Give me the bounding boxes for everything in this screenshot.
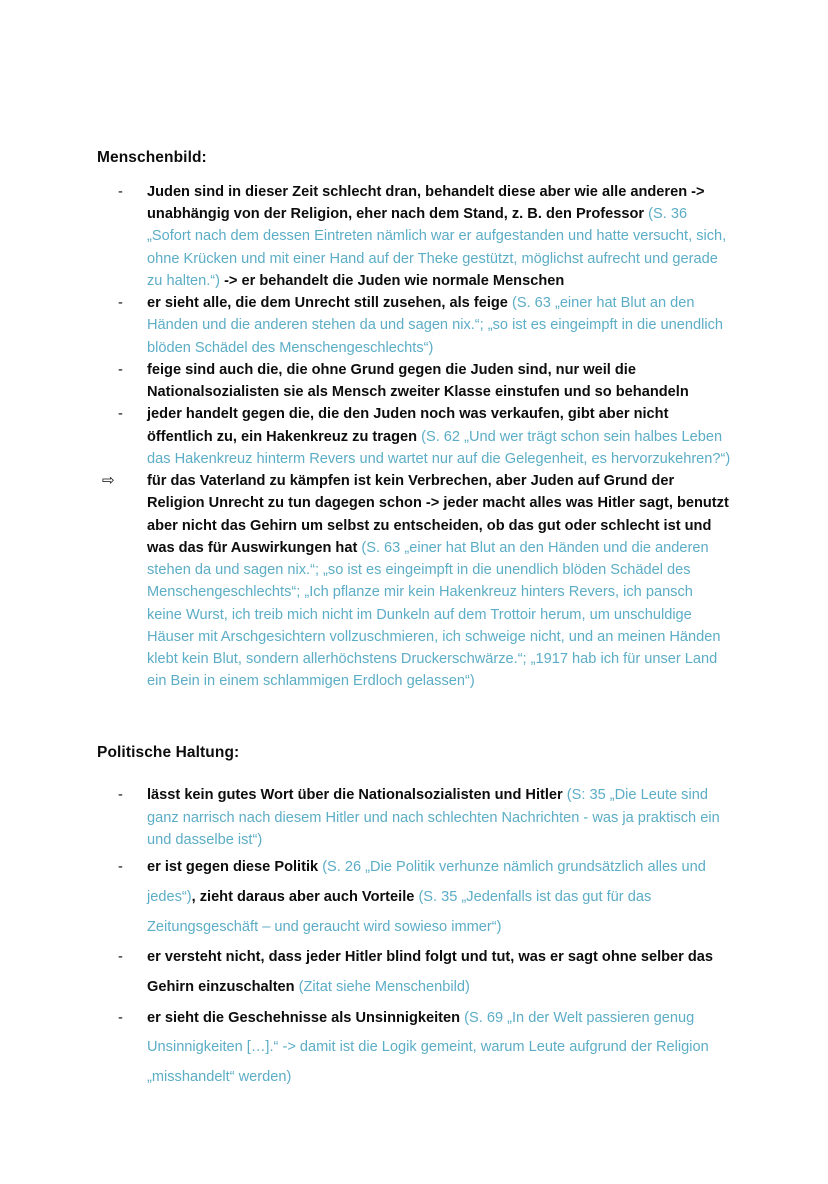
list-item bbox=[97, 943, 731, 1002]
bullet-marker-dash: - bbox=[118, 787, 123, 804]
bullet-marker-dash: - bbox=[118, 295, 123, 312]
list-item bbox=[97, 853, 731, 942]
list-item bbox=[97, 181, 731, 292]
list-item bbox=[97, 359, 731, 404]
list-item bbox=[97, 292, 731, 359]
quotation-text: (S. 35 „Jedenfalls ist das gut für das Zeitungsgeschäft – und geraucht wird sowieso immer“) bbox=[147, 889, 652, 935]
list-item bbox=[97, 784, 731, 851]
statement-text: er versteht nicht, dass jeder Hitler blind folgt und tut, was er sagt ohne selber das Gehirn einzuschalten bbox=[147, 949, 714, 995]
statement-text: lässt kein gutes Wort über die Nationalsozialisten und Hitler bbox=[147, 787, 567, 804]
statement-text: für das Vaterland zu kämpfen ist kein Verbrechen, aber Juden auf Grund der Religion Unrecht zu tun dagegen schon -> jeder macht alles was Hitler sagt, benutzt aber nicht das Gehirn um selbst zu entscheiden, ob das gut oder schlecht ist und was das für Auswirkungen hat bbox=[147, 473, 729, 556]
list-item bbox=[97, 1004, 731, 1093]
statement-text: jeder handelt gegen die, die den Juden noch was verkaufen, gibt aber nicht öffentlich zu, ein Hakenkreuz zu tragen bbox=[147, 406, 669, 445]
quotation-text: (S. 62 „Und wer trägt schon sein halbes Leben das Hakenkreuz hinterm Revers und wartet nur auf die Gelegenheit, es hervorzukehren?“) bbox=[147, 428, 731, 467]
statement-text: er ist gegen diese Politik bbox=[147, 859, 323, 876]
statement-text: -> er behandelt die Juden wie normale Menschen bbox=[220, 272, 565, 289]
quotation-text: (S. 26 „Die Politik verhunze nämlich grundsätzlich alles und jedes“) bbox=[147, 859, 706, 906]
section-heading-menschenbild: Menschenbild: bbox=[97, 148, 207, 166]
quotation-text: (S. 63 „einer hat Blut an den Händen und die anderen stehen da und sagen nix.“; „so ist es eingeimpft in die unendlich blöden Schädel des Menschengeschlechts“; „Ich pflanze mir kein Hakenkreuz hinters Revers, ich pansch keine Wurst, ich treib mich nicht im Dunkeln auf dem Trottoir herum, um unschuldige Häuser mit Arschgesichtern vollzuschmieren, ich schweige nicht, und an meinen Händen klebt kein Blut, sondern allerhöchstens Druckerschwärze.“; „1917 hab ich für unser Land ein Bein in einem schlammigen Erdloch gelassen“) bbox=[147, 539, 721, 690]
list-item-text bbox=[147, 470, 731, 693]
bullet-marker-dash: - bbox=[118, 859, 123, 876]
statement-text: feige sind auch die, die ohne Grund gegen die Juden sind, nur weil die Nationalsozialisten sie als Mensch zweiter Klasse einstufen und so behandeln bbox=[147, 361, 689, 401]
bullet-marker-dash: - bbox=[118, 406, 123, 423]
list-item-text bbox=[147, 943, 731, 1002]
quotation-text: (S: 35 „Die Leute sind ganz narrisch nach diesem Hitler und nach schlechten Nachrichten - was ja praktisch ein und dasselbe ist“) bbox=[147, 787, 720, 849]
bullet-marker-dash: - bbox=[118, 361, 123, 378]
quotation-text: (S. 63 „einer hat Blut an den Händen und die anderen stehen da und sagen nix.“; „so ist es eingeimpft in die unendlich blöden Schädel des Menschengeschlechts“) bbox=[147, 295, 724, 356]
bullet-marker-dash: - bbox=[118, 949, 123, 966]
statement-text: er sieht alle, die dem Unrecht still zusehen, als feige bbox=[147, 295, 512, 312]
list-item bbox=[97, 403, 731, 470]
list-item-text bbox=[147, 784, 731, 851]
statement-text: Juden sind in dieser Zeit schlecht dran, behandelt diese aber wie alle anderen -> unabhängig von der Religion, eher nach dem Stand, z. B. den Professor bbox=[147, 183, 705, 223]
list-item-text bbox=[147, 853, 731, 942]
quotation-text: (S. 69 „In der Welt passieren genug Unsinnigkeiten […].“ -> damit ist die Logik gemeint, warum Leute aufgrund der Religion „misshandelt“ werden) bbox=[147, 1009, 709, 1085]
list-item-conclusion bbox=[97, 470, 731, 693]
list-item-text bbox=[147, 1004, 731, 1093]
document-page bbox=[0, 13, 828, 1184]
bullet-list-menschenbild bbox=[97, 181, 731, 693]
statement-text: er sieht die Geschehnisse als Unsinnigkeiten bbox=[147, 1009, 465, 1026]
bullet-list-politische-haltung bbox=[97, 784, 731, 1092]
list-item-text bbox=[147, 403, 731, 470]
bullet-marker-dash: - bbox=[118, 183, 123, 200]
bullet-marker-arrow-icon: ⇨ bbox=[102, 472, 115, 490]
bullet-marker-dash: - bbox=[118, 1009, 123, 1026]
list-item-text bbox=[147, 359, 731, 404]
quotation-text: (Zitat siehe Menschenbild) bbox=[298, 978, 470, 995]
list-item-text bbox=[147, 181, 731, 292]
list-item-text bbox=[147, 292, 731, 359]
statement-text: , zieht daraus aber auch Vorteile bbox=[191, 889, 419, 906]
quotation-text: (S. 36 „Sofort nach dem dessen Eintreten nämlich war er aufgestanden und hatte versucht, sich, ohne Krücken und mit einer Hand auf der Theke gestützt, möglichst aufrecht und gerade zu halten.“) bbox=[147, 206, 727, 289]
section-heading-politische-haltung: Politische Haltung: bbox=[97, 744, 240, 762]
